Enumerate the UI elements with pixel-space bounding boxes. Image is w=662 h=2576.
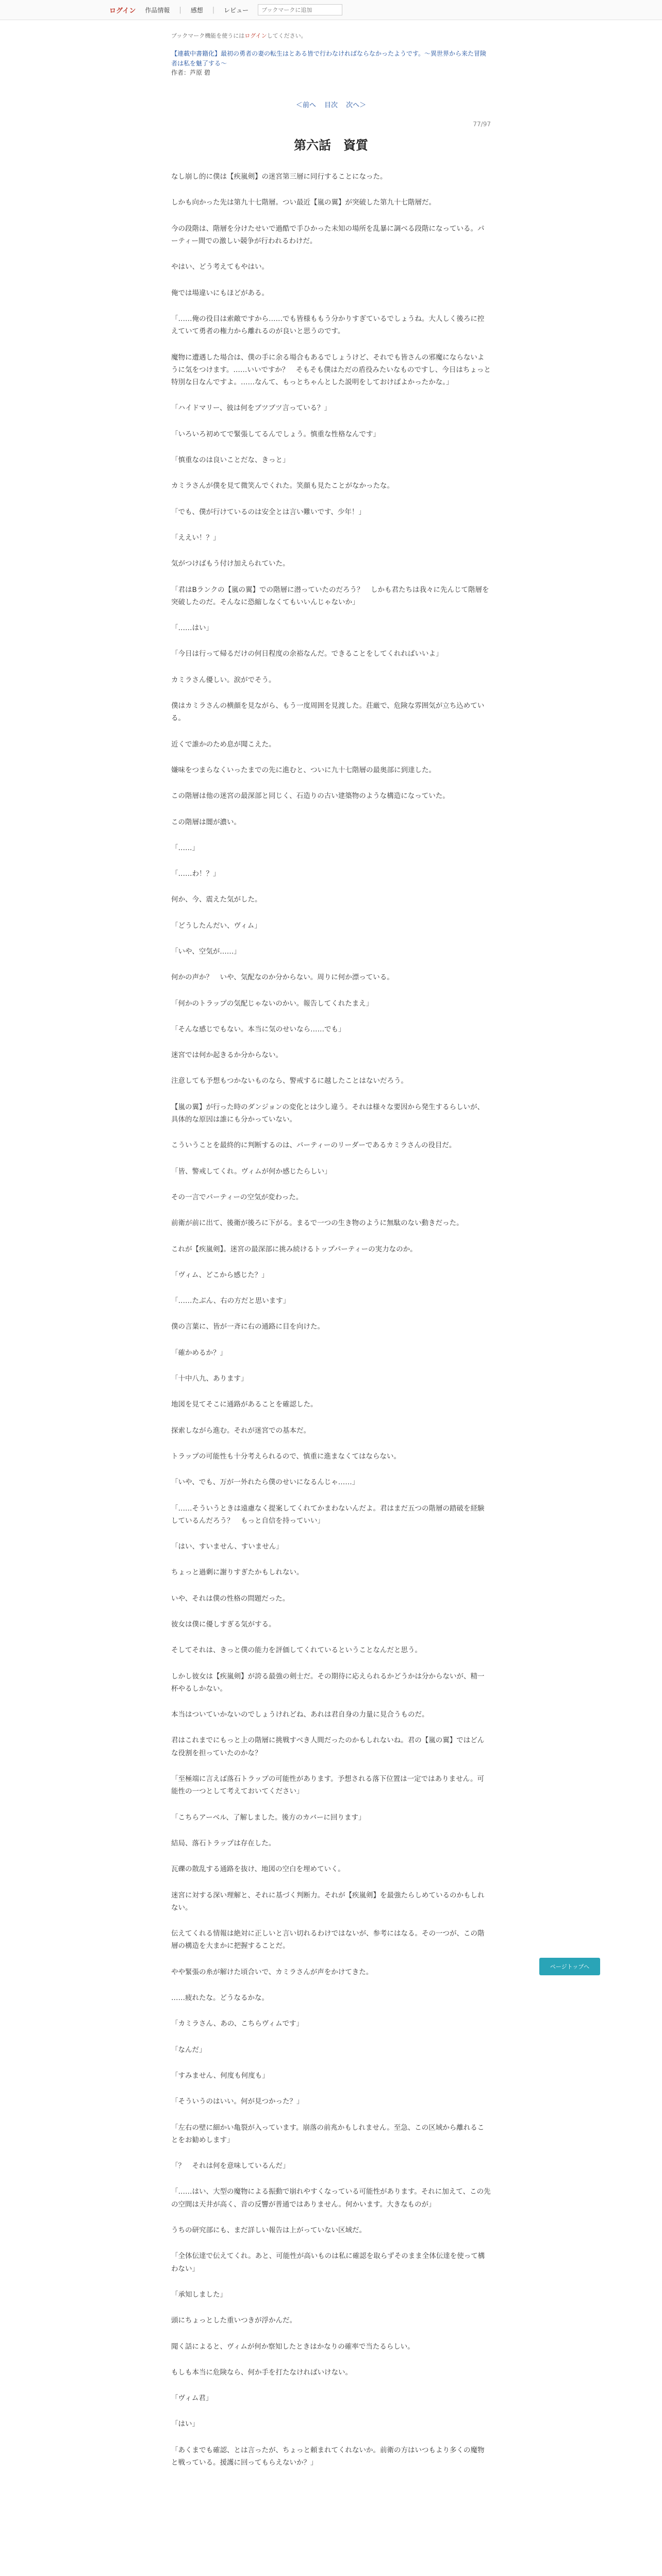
paragraph: 「ええい！？」: [171, 533, 220, 542]
paragraph: 「何かのトラップの気配じゃないのかい。報告してくれたまえ」: [171, 999, 373, 1008]
paragraph: 「ヴィム君」: [171, 2394, 213, 2403]
paragraph: 何か、今、震えた気がした。: [171, 895, 262, 904]
paragraph: 【嵐の翼】が行った時のダンジョンの変化とは少し違う。それは様々な要因から発生するらしいが、具体的な原因は誰にも分かっていない。: [171, 1103, 485, 1124]
series-title[interactable]: 【連載中書籍化】最初の勇者の妻の転生はとある皆で行わなければならなかったようです。～異世界から来た冒険者は私を魅了する～: [171, 50, 487, 67]
novel-body: [171, 171, 491, 2469]
paragraph: 「今日は行って帰るだけの何日程度の余裕なんだ。できることをしてくれればいいよ」: [171, 650, 443, 658]
paragraph: 「そういうのはいい。何が見つかった？」: [171, 2097, 304, 2106]
paragraph: 「……はい、大型の魔物による振動で崩れやすくなっている可能性があります。それに加えて、この先の空間は天井が高く、音の反響が普通ではありません。何かいます。大きなものが」: [171, 2188, 491, 2209]
paragraph: 君はこれまでにもっと上の階層に挑戦すべき人間だったのかもしれないね。君の【嵐の翼】ではどんな役割を担っていたのかな？: [171, 1736, 485, 1757]
paragraph: やや緊張の糸が解けた頃合いで、カミラさんが声をかけてきた。: [171, 1968, 373, 1976]
paragraph: 彼女は僕に優しすぎる気がする。: [171, 1620, 276, 1629]
content: [171, 31, 491, 2469]
nav-item-impressions[interactable]: 感想: [190, 6, 203, 14]
paragraph: この階層は闇が濃い。: [171, 818, 241, 826]
bookmark-input[interactable]: [258, 4, 342, 15]
paragraph: 「君はBランクの【嵐の翼】での階層に潜っていたのだろう？ しかも君たちは我々に先んじて階層を突破したのだ。そんなに恐縮しなくてもいいんじゃないか」: [171, 585, 489, 606]
paragraph: 「でも、僕が行けているのは安全とは言い難いです、少年！」: [171, 507, 366, 516]
paragraph: 魔物に遭遇した場合は、僕の手に余る場合もあるでしょうけど、それでも皆さんの邪魔にならないように気をつけます。……いいですか？ そもそも僕はただの盾役みたいなものですし、今日はちょっと特別な日なんですよ。……なんて、もっとちゃんとした説明をしておけばよかったかな。」: [171, 353, 491, 387]
paragraph: 前衛が前に出て、後衛が後ろに下がる。まるで一つの生き物のように無駄のない動きだった。: [171, 1219, 464, 1228]
paragraph: 「はい、すいません、すいません」: [171, 1543, 283, 1551]
paragraph: 頭にちょっとした重いつきが浮かんだ。: [171, 2316, 296, 2325]
paragraph: ちょっと過剰に謝りすぎたかもしれない。: [171, 1568, 304, 1577]
paragraph: カミラさんが僕を見て微笑んでくれた。笑顔も見たことがなかったな。: [171, 482, 394, 490]
paragraph: 「全体伝達で伝えてくれ。あと、可能性が高いものは私に確認を取らずそのまま全体伝達を使って構わない」: [171, 2252, 485, 2273]
paragraph: 瓦礫の散乱する通路を抜け、地図の空白を埋めていく。: [171, 1865, 345, 1874]
paragraph: ……疲れたな。どうなるかな。: [171, 1994, 269, 2003]
paragraph: しかし彼女は【疾嵐剣】が誇る最強の剣士だ。その期待に応えられるかどうかは分からないが、精一杯やるしかない。: [171, 1672, 485, 1693]
paragraph: 「すみません、何度も何度も」: [171, 2071, 269, 2080]
paragraph: 「はい」: [171, 2420, 199, 2429]
paragraph: 伝えてくれる情報は絶対に正しいと言い切れるわけではないが、参考にはなる。その一つが、この階層の構造を大まかに把握することだ。: [171, 1929, 485, 1951]
paragraph: これが【疾嵐剣】。迷宮の最深部に挑み続けるトップパーティーの実力なのか。: [171, 1245, 417, 1253]
paragraph: 「……そういうときは遠慮なく提案してくれてかまわないんだよ。君はまだ五つの階層の踏破を経験しているんだろう？ もっと自信を持っていい」: [171, 1504, 485, 1525]
paragraph: 近くで誰かのため息が聞こえた。: [171, 740, 276, 749]
paragraph: もしも本当に危険なら、何か手を打たなければいけない。: [171, 2368, 352, 2377]
paragraph: 「承知しました」: [171, 2290, 227, 2299]
next-link[interactable]: 次へ＞: [346, 101, 367, 110]
paragraph: そしてそれは、きっと僕の能力を評価してくれているということなんだと思う。: [171, 1646, 422, 1655]
paragraph: 「そんな感じでもない。本当に気のせいなら……でも」: [171, 1025, 345, 1033]
paragraph: トラップの可能性も十分考えられるので、慎重に進まなくてはならない。: [171, 1452, 401, 1461]
paragraph: 「いろいろ初めてで緊張してるんでしょう。慎重な性格なんです」: [171, 430, 380, 438]
paragraph: 「？ それは何を意味しているんだ」: [171, 2162, 290, 2171]
paragraph: 「……わ！？」: [171, 870, 220, 878]
paragraph: こういうことを最終的に判断するのは、パーティーのリーダーであるカミラさんの役目だ。: [171, 1141, 456, 1150]
page-top-button[interactable]: ページトップへ: [539, 1958, 600, 1975]
paragraph: 僕の言葉に、皆が一斉に右の通路に目を向けた。: [171, 1323, 324, 1331]
notice-suffix: してください。: [267, 32, 307, 39]
paragraph: 注意しても予想もつかないものなら、警戒するに越したことはないだろう。: [171, 1077, 408, 1086]
paragraph: やはい、どう考えてもやはい。: [171, 263, 269, 272]
paragraph: 俺では場違いにもほどがある。: [171, 289, 269, 297]
pager-top: [171, 99, 491, 109]
nav-item-review[interactable]: レビュー: [224, 6, 249, 14]
paragraph: いや、それは僕の性格の問題だった。: [171, 1594, 290, 1603]
paragraph: 僕はカミラさんの横顔を見ながら、もう一度周囲を見渡した。荘厳で、危険な雰囲気が立ち込めている。: [171, 702, 485, 723]
paragraph: 「……」: [171, 843, 199, 852]
nav-divider: |: [179, 6, 181, 14]
paragraph: 「……はい」: [171, 624, 213, 633]
paragraph: 「……たぶん、右の方だと思います」: [171, 1297, 290, 1306]
paragraph: 「確かめるか？」: [171, 1348, 227, 1357]
paragraph: この階層は他の迷宮の最深部と同じく、石造りの古い建築物のような構造になっていた。: [171, 792, 450, 801]
paragraph: 本当はついていかないのでしょうけれどね、あれは君自身の力量に見合うものだ。: [171, 1710, 429, 1719]
paragraph: 「十中八九、あります」: [171, 1375, 248, 1383]
nav-item-info[interactable]: 作品情報: [145, 6, 170, 14]
paragraph: 「いや、空気が……」: [171, 947, 241, 956]
paragraph: 「あくまでも確認、とは言ったが、ちょっと頼まれてくれないか。前衛の方はいつもより多くの魔物と戦っている。援護に回ってもらえないか？」: [171, 2446, 485, 2467]
toc-link[interactable]: 目次: [324, 101, 338, 110]
author-name: 作者：芦原 碧: [171, 69, 210, 77]
paragraph: 「……俺の役目は索敵ですから……でも皆様ももう分かりすぎているでしょうね。大人しく後ろに控えていて勇者の権力から離れるのが良いと思うのです。: [171, 314, 485, 336]
paragraph: 結局、落石トラップは存在した。: [171, 1839, 276, 1848]
paragraph: 何かの声か？ いや、気配なのか分からない。周りに何か漂っている。: [171, 973, 394, 982]
paragraph: その一言でパーティーの空気が変わった。: [171, 1193, 303, 1201]
paragraph: 気がつけばもう付け加えられていた。: [171, 560, 290, 568]
paragraph: うちの研究部にも、まだ詳しい報告は上がっていない区域だ。: [171, 2226, 366, 2235]
paragraph: 「ハイドマリー、彼は何をブツブツ言っている？」: [171, 404, 331, 413]
paragraph: 「カミラさん、あの、こちらヴィムです」: [171, 2020, 303, 2028]
paragraph: しかも向かった先は第九十七階層。つい最近【嵐の翼】が突破した第九十七階層だ。: [171, 198, 436, 207]
paragraph: カミラさん優しい。涙がでそう。: [171, 675, 276, 684]
paragraph: 「いや、でも、万が一外れたら僕のせいになるんじゃ……」: [171, 1478, 359, 1487]
paragraph: 「なんだ」: [171, 2045, 206, 2054]
top-bar: [0, 0, 662, 20]
bookmark-notice: [171, 31, 491, 40]
paragraph: 迷宮に対する深い理解と、それに基づく判断力。それが【疾嵐剣】を最強たらしめているのかもしれない。: [171, 1891, 485, 1912]
paragraph: 迷宮では何か起きるか分からない。: [171, 1051, 283, 1060]
page-number: 77/97: [473, 121, 491, 128]
paragraph: 「こちらアーベル、了解しました。後方のカバーに回ります」: [171, 1813, 366, 1822]
paragraph: 「皆、警戒してくれ。ヴィムが何か感じたらしい」: [171, 1167, 332, 1176]
paragraph: 「左右の壁に細かい亀裂が入っています。崩落の前兆かもしれません。至急、この区域から離れることをお勧めします」: [171, 2123, 485, 2144]
notice-login-link[interactable]: ログイン: [244, 32, 267, 39]
paragraph: 探索しながら進む。それが迷宮での基本だ。: [171, 1426, 310, 1435]
paragraph: 聞く話によると、ヴィムが何か察知したときはかなりの確率で当たるらしい。: [171, 2342, 415, 2351]
prev-link[interactable]: ＜前へ: [295, 101, 316, 110]
notice-prefix: ブックマーク機能を使うには: [171, 32, 245, 39]
paragraph: 今の段階は、階層を分けたせいで過酷で手ひかった未知の場所を乱暴に調べる段階になっている。パーティー間での激しい競争が行われるわけだ。: [171, 224, 485, 246]
paragraph: 「どうしたんだい、ヴィム」: [171, 921, 261, 930]
nav-divider: |: [212, 6, 215, 14]
chapter-title: 第六話 資質: [294, 138, 368, 153]
paragraph: なし崩し的に僕は【疾嵐剣】の迷宮第三層に同行することになった。: [171, 173, 387, 181]
login-link[interactable]: ログイン: [109, 7, 136, 15]
paragraph: 「慎重なのは良いことだな、きっと」: [171, 456, 290, 465]
paragraph: 「至極端に言えば落石トラップの可能性があります。予想される落下位置は一定ではありません。可能性の一つとして考えておいてください」: [171, 1775, 484, 1796]
paragraph: 「ヴィム、どこから感じた？」: [171, 1270, 269, 1279]
paragraph: 嫌味をつまらなくいったまでの先に進むと、ついに九十七階層の最奥部に到達した。: [171, 766, 436, 774]
paragraph: 地図を見てそこに通路があることを確認した。: [171, 1400, 318, 1409]
top-bar-inner: [109, 0, 553, 20]
